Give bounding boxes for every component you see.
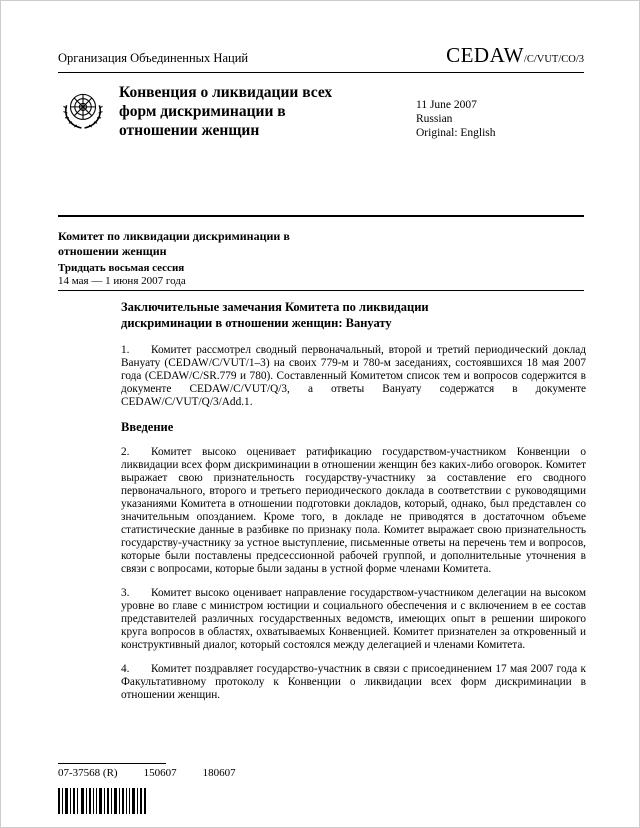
footer-divider <box>58 763 166 764</box>
document-symbol-suffix: /C/VUT/CO/3 <box>523 54 584 65</box>
paragraph-2 <box>121 446 586 576</box>
header-divider <box>58 72 584 73</box>
barcode <box>58 788 146 819</box>
paragraph-text: Комитет рассмотрел сводный первоначальный, второй и третий периодический доклад Вануату (CEDAW/C/VUT/1–3) на своих 779-м и 780-м заседаниях, состоявшихся 18 мая 2007 года (CEDAW/C/SR.779 и 780). Составленный Комитетом список тем и вопросов содержится в документе CEDAW/C/VUT/Q/3, а ответы Вануату содержатся в документе CEDAW/C/VUT/Q/3/Add.1. <box>121 344 586 408</box>
document-body <box>121 299 586 713</box>
session-title: Тридцать восьмая сессия <box>58 262 185 274</box>
paragraph-3 <box>121 587 586 652</box>
document-date: 11 June 2007 <box>416 99 477 111</box>
paragraph-number: 1. <box>121 344 130 356</box>
paragraph-4 <box>121 663 586 702</box>
paragraph-number: 4. <box>121 663 130 675</box>
paragraph-text: Комитет высоко оценивает ратификацию государством-участником Конвенции о ликвидации всех форм дискриминации в отношении женщин без каких-либо оговорок. Комитет выражает свою признательность государству-участнику за составление его сводного первоначального, второго и третьего периодического доклада в соответствии с руководящими указаниями Комитета в отношении подготовки докладов, который, однако, был представлен со значительным опозданием. Кроме того, в докладе не приводятся в достаточном объеме статистические данные в разбивке по признаку пола. Комитет выражает свою признательность государству-участнику за устное выступление, письменные ответы на перечень тем и вопросов, которые были поставлены предсессионной рабочей группой, и дополнительные уточнения в связи с вопросами, которые были заданы в устной форме членами Комитета. <box>121 446 586 575</box>
document-header <box>58 43 584 68</box>
footer-code-2: 180607 <box>202 767 236 779</box>
concluding-observations-heading: Заключительные замечания Комитета по ликвидации дискриминации в отношении женщин: Вануату <box>121 300 429 330</box>
organization-name: Организация Объединенных Наций <box>58 51 249 65</box>
session-divider <box>58 290 584 291</box>
footer-doc-id: 07-37568 (R) <box>58 767 118 779</box>
paragraph-text: Комитет высоко оценивает направление государством-участником делегации на высоком уровне во главе с министром юстиции и социального обеспечения и с включением в ее состав представителей различных государственных ведомств, имеющих опыт в решении широкого круга вопросов в областях, охватываемых Конвенцией. Комитет признателен за откровенный и конструктивный диалог, который состоялся между делегацией и членами Комитета. <box>121 587 586 651</box>
paragraph-1 <box>121 344 586 409</box>
footer <box>58 767 262 779</box>
document-info-block <box>416 98 496 140</box>
paragraph-number: 2. <box>121 446 130 458</box>
session-block <box>58 229 318 287</box>
document-symbol-main: CEDAW <box>446 43 524 67</box>
document-language: Russian <box>416 113 453 125</box>
session-dates: 14 мая — 1 июня 2007 года <box>58 275 186 287</box>
committee-name: Комитет по ликвидации дискриминации в отношении женщин <box>58 229 290 258</box>
document-original-language: Original: English <box>416 127 496 139</box>
paragraph-text: Комитет поздравляет государство-участник в связи с присоединением 17 мая 2007 года к Факультативному протоколу к Конвенции о ликвидации всех форм дискриминации в отношении женщин. <box>121 663 586 701</box>
paragraph-number: 3. <box>121 587 130 599</box>
introduction-heading: Введение <box>121 420 174 434</box>
footer-code-1: 150607 <box>143 767 177 779</box>
masthead-thick-divider <box>58 215 584 217</box>
un-emblem-icon <box>58 85 108 135</box>
document-symbol <box>446 43 584 68</box>
convention-title: Конвенция о ликвидации всех форм дискриминации в отношении женщин <box>119 84 333 139</box>
